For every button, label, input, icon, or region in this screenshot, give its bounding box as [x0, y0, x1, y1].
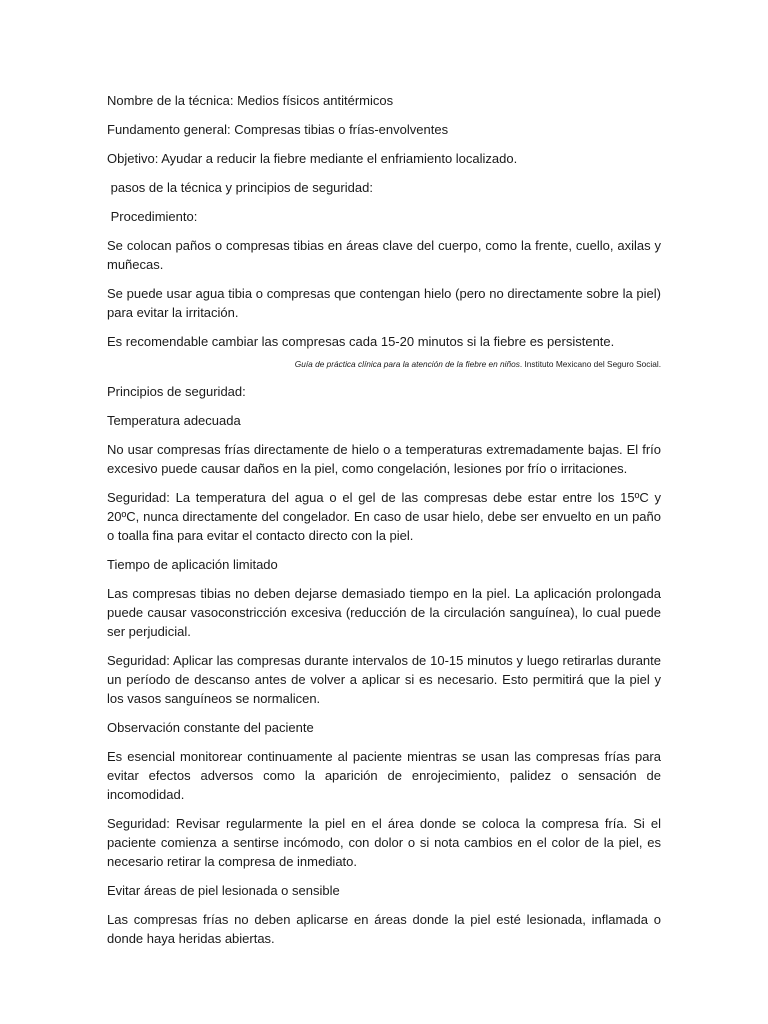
citation-source: . Instituto Mexicano del Seguro Social. [519, 359, 661, 369]
section-heading-observation: Observación constante del paciente [107, 720, 314, 735]
citation [107, 358, 661, 370]
procedure-paragraph-3: Es recomendable cambiar las compresas cada 15-20 minutos si la fiebre es persistente. [107, 334, 615, 349]
temperature-paragraph: No usar compresas frías directamente de hielo o a temperaturas extremadamente bajas. El frío excesivo puede causar daños en la piel, como congelación, lesiones por frío o irritaciones. [107, 442, 661, 476]
procedure-paragraph-1: Se colocan paños o compresas tibias en áreas clave del cuerpo, como la frente, cuello, axilas y muñecas. [107, 238, 661, 272]
time-paragraph: Las compresas tibias no deben dejarse demasiado tiempo en la piel. La aplicación prolongada puede causar vasoconstricción excesiva (reducción de la circulación sanguínea), lo cual puede ser perjudicial. [107, 586, 661, 639]
procedure-heading: Procedimiento: [107, 209, 198, 224]
document-page [107, 91, 661, 958]
temperature-safety: Seguridad: La temperatura del agua o el gel de las compresas debe estar entre los 15ºC y 20ºC, nunca directamente del congelador. En caso de usar hielo, debe ser envuelto en un paño o toalla fina para evitar el contacto directo con la piel. [107, 490, 661, 543]
time-safety: Seguridad: Aplicar las compresas durante intervalos de 10-15 minutos y luego retirarlas durante un período de descanso antes de volver a aplicar si es necesario. Esto permitirá que la piel y los vasos sanguíneos se normalicen. [107, 653, 661, 706]
technique-name: Nombre de la técnica: Medios físicos antitérmicos [107, 93, 394, 108]
sensitive-skin-paragraph: Las compresas frías no deben aplicarse en áreas donde la piel esté lesionada, inflamada o donde haya heridas abiertas. [107, 912, 661, 946]
citation-title: Guía de práctica clínica para la atención de la fiebre en niños [294, 359, 520, 369]
general-basis: Fundamento general: Compresas tibias o frías-envolventes [107, 122, 449, 137]
section-heading-temperature: Temperatura adecuada [107, 413, 241, 428]
observation-safety: Seguridad: Revisar regularmente la piel en el área donde se coloca la compresa fría. Si el paciente comienza a sentirse incómodo, con dolor o si nota cambios en el color de la piel, es necesario retirar la compresa de inmediato. [107, 816, 661, 869]
steps-heading: pasos de la técnica y principios de seguridad: [107, 180, 373, 195]
observation-paragraph: Es esencial monitorear continuamente al paciente mientras se usan las compresas frías para evitar efectos adversos como la aparición de enrojecimiento, palidez o sensación de incomodidad. [107, 749, 661, 802]
section-heading-sensitive-skin: Evitar áreas de piel lesionada o sensible [107, 883, 340, 898]
procedure-paragraph-2: Se puede usar agua tibia o compresas que contengan hielo (pero no directamente sobre la piel) para evitar la irritación. [107, 286, 661, 320]
safety-principles-heading: Principios de seguridad: [107, 384, 246, 399]
objective: Objetivo: Ayudar a reducir la fiebre mediante el enfriamiento localizado. [107, 151, 518, 166]
section-heading-time: Tiempo de aplicación limitado [107, 557, 278, 572]
